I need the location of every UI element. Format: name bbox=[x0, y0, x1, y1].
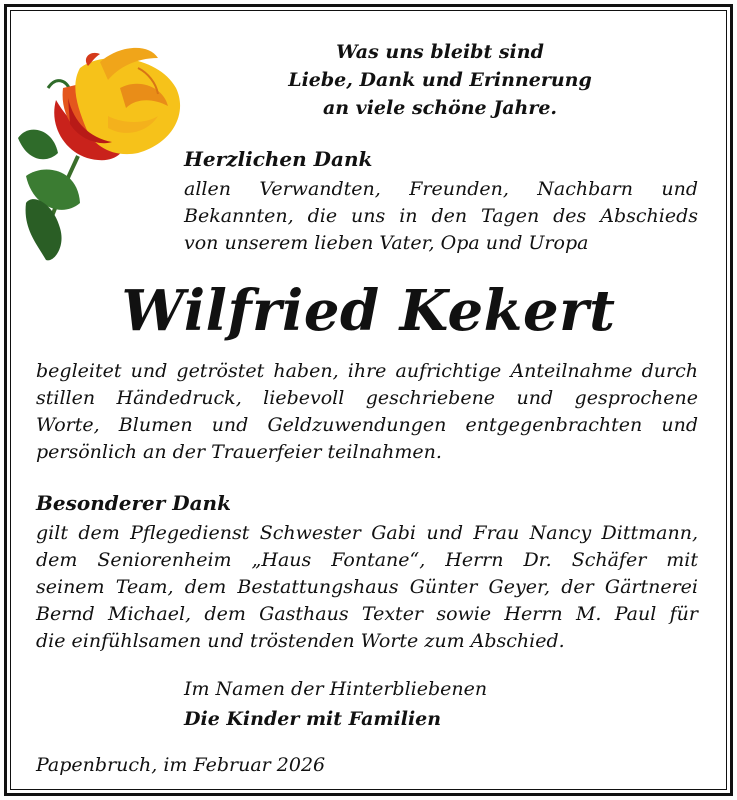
motto-line: Liebe, Dank und Erinnerung bbox=[288, 69, 592, 91]
place-date: Papenbruch, im Februar 2026 bbox=[36, 754, 326, 776]
thanks-general-text bbox=[184, 176, 698, 257]
motto-line: Was uns bleibt sind bbox=[336, 41, 544, 63]
thanks-general-heading: Herzlichen Dank bbox=[184, 147, 373, 171]
text-line: stillen Händedruck, liebevoll geschriebene und gesprochene bbox=[36, 387, 698, 409]
text-line: Worte, Blumen und Geldzuwendungen entgegenbrachten und bbox=[36, 414, 698, 436]
text-line: dem Seniorenheim „Haus Fontane“, Herrn Dr. Schäfer mit bbox=[36, 549, 698, 571]
signature-names: Die Kinder mit Familien bbox=[184, 708, 442, 730]
text-line: die einfühlsamen und tröstenden Worte zum Abschied. bbox=[36, 630, 565, 652]
thanks-body-text bbox=[36, 358, 698, 466]
text-line: persönlich an der Trauerfeier teilnahmen. bbox=[36, 441, 442, 463]
motto-line: an viele schöne Jahre. bbox=[322, 97, 558, 119]
signature-intro: Im Namen der Hinterbliebenen bbox=[184, 678, 488, 700]
text-line: allen Verwandten, Freunden, Nachbarn und bbox=[184, 178, 698, 200]
text-line: seinem Team, dem Bestattungshaus Günter Geyer, der Gärtnerei bbox=[36, 576, 698, 598]
text-line: Bekannten, die uns in den Tagen des Abschieds bbox=[184, 205, 698, 227]
text-line: begleitet und getröstet haben, ihre aufrichtige Anteilnahme durch bbox=[36, 360, 698, 382]
thanks-special-heading: Besonderer Dank bbox=[36, 491, 231, 515]
text-line: gilt dem Pflegedienst Schwester Gabi und Frau Nancy Dittmann, bbox=[36, 522, 698, 544]
text-line: von unserem lieben Vater, Opa und Uropa bbox=[184, 232, 589, 254]
thanks-special-text bbox=[36, 520, 698, 655]
motto bbox=[270, 38, 610, 122]
rose-icon bbox=[8, 28, 198, 268]
deceased-name: Wilfried Kekert bbox=[121, 278, 616, 344]
text-line: Bernd Michael, dem Gasthaus Texter sowie Herrn M. Paul für bbox=[36, 603, 698, 625]
